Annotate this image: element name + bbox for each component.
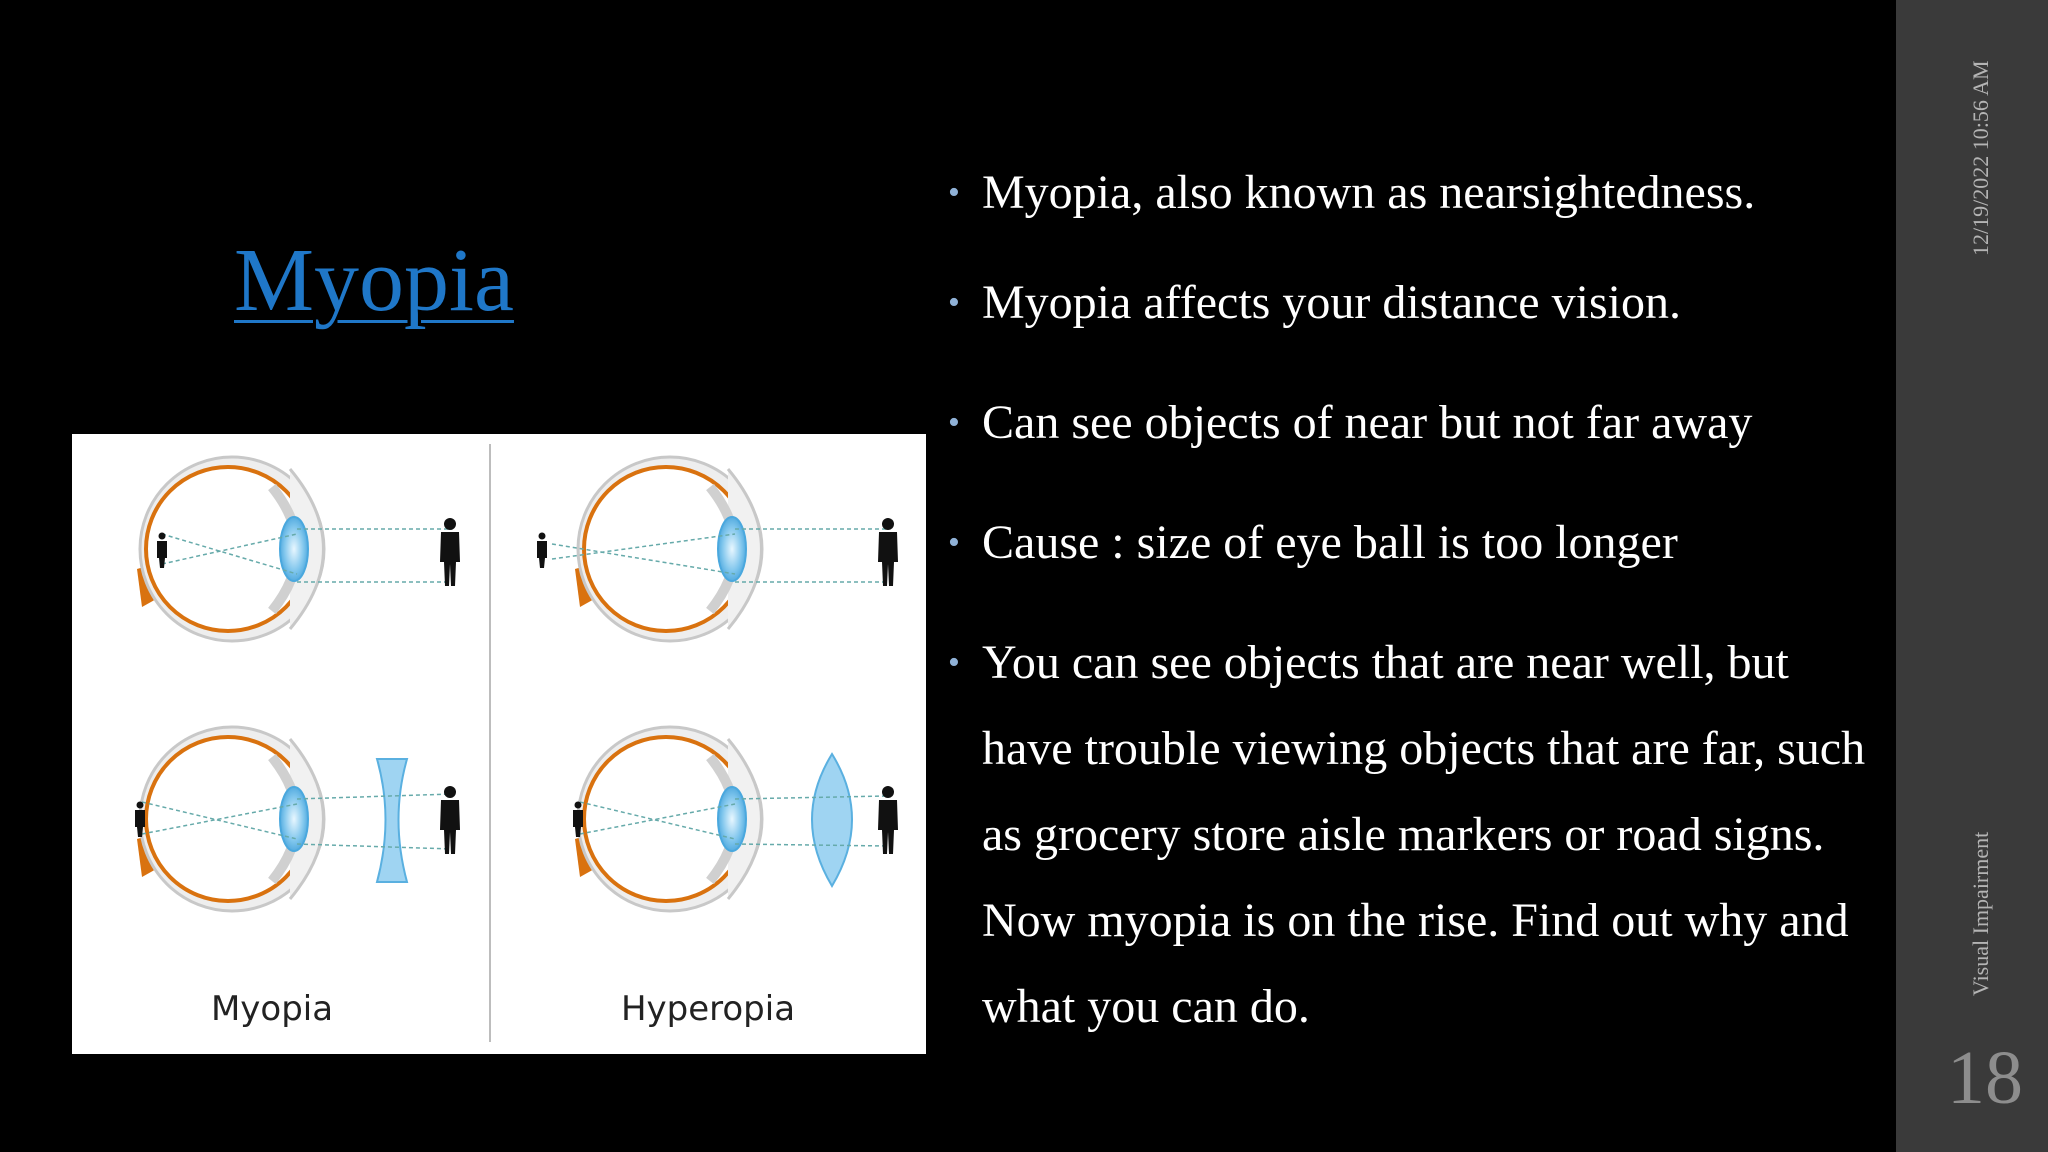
- bullet-text[interactable]: Myopia affects your distance vision.: [982, 276, 1681, 329]
- slide-date: 12/19/2022 10:56 AM: [1968, 60, 1993, 256]
- caption-myopia: Myopia: [210, 989, 334, 1029]
- bullet-item: [946, 260, 1866, 346]
- bullet-marker: •: [948, 174, 960, 211]
- bullet-marker: •: [948, 644, 960, 681]
- bullet-item: [946, 150, 1866, 236]
- bullet-text[interactable]: Cause : size of eye ball is too longer: [982, 516, 1678, 569]
- hyperopia-eye-uncorrected: [537, 457, 898, 641]
- bullet-item: [946, 620, 1866, 1050]
- eye-diagram-svg: [72, 434, 926, 1054]
- bullet-item: [946, 380, 1866, 466]
- slide-title[interactable]: Myopia: [234, 231, 514, 330]
- hyperopia-eye-corrected: [573, 727, 898, 911]
- bullet-text[interactable]: You can see objects that are near well, but have trouble viewing objects that are far, such as grocery store aisle markers or road signs. Now myopia is on the rise. Find out why and what you can do.: [982, 636, 1866, 1033]
- bullet-list: [946, 150, 1866, 1050]
- bullet-text[interactable]: Can see objects of near but not far away: [982, 396, 1753, 449]
- bullet-marker: •: [948, 404, 960, 441]
- bullet-text[interactable]: Myopia, also known as nearsightedness.: [982, 166, 1756, 219]
- myopia-hyperopia-diagram: [72, 434, 926, 1054]
- bullet-item: [946, 500, 1866, 586]
- bullet-marker: •: [948, 284, 960, 321]
- slide-number: 18: [1947, 1036, 2023, 1120]
- myopia-eye-corrected: [135, 727, 460, 911]
- caption-hyperopia: Hyperopia: [620, 989, 796, 1029]
- myopia-eye-uncorrected: [137, 457, 460, 641]
- slide-footer-label: Visual Impairment: [1968, 831, 1993, 996]
- bullet-marker: •: [948, 524, 960, 561]
